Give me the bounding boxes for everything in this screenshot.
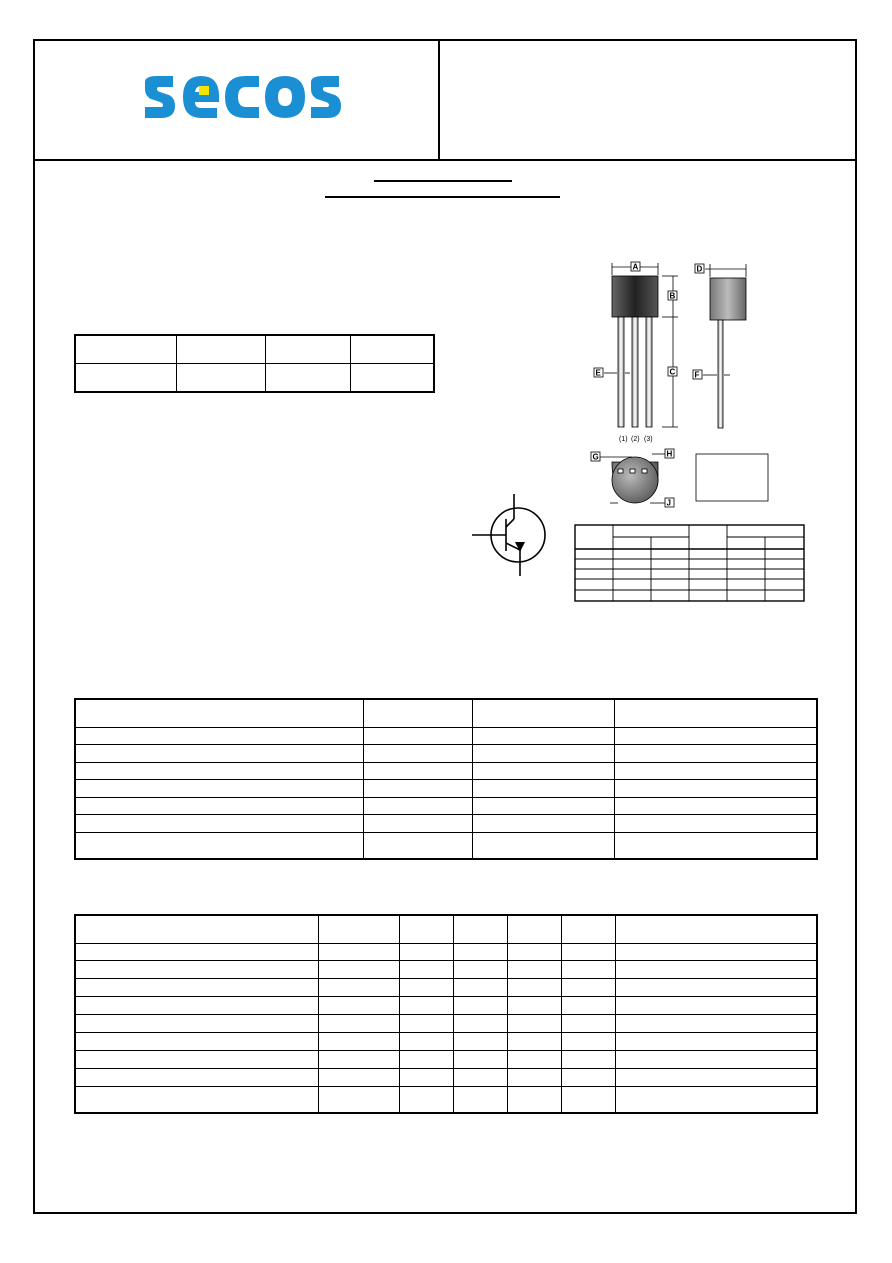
svg-text:F: F <box>694 370 700 380</box>
header-split <box>438 39 440 160</box>
table-cell <box>266 363 351 392</box>
table-row <box>75 943 817 961</box>
table-row <box>75 833 817 859</box>
table-row <box>75 745 817 763</box>
table-cell <box>616 915 818 943</box>
ordering-table <box>74 334 435 393</box>
svg-text:D: D <box>696 264 703 274</box>
table-row <box>75 780 817 798</box>
table-cell <box>615 699 818 727</box>
table-row <box>75 762 817 780</box>
table-row <box>75 1050 817 1068</box>
table-row <box>75 815 817 833</box>
table-cell <box>75 363 177 392</box>
subtitle-underline <box>325 196 560 198</box>
table-cell <box>351 363 435 392</box>
svg-text:E: E <box>595 368 601 378</box>
svg-text:C: C <box>669 367 676 377</box>
table-cell <box>364 699 473 727</box>
table-cell <box>454 915 508 943</box>
table-cell <box>351 335 435 363</box>
table-cell <box>473 699 615 727</box>
secos-logo <box>143 74 343 120</box>
table-cell <box>266 335 351 363</box>
table-row <box>75 961 817 979</box>
table-cell <box>75 915 319 943</box>
emitter-arrow-icon <box>515 542 525 552</box>
table-cell <box>319 915 400 943</box>
pin-label: (2) <box>631 436 640 443</box>
table-cell <box>508 915 562 943</box>
table-row <box>75 997 817 1015</box>
table-cell <box>177 363 266 392</box>
dimensions-table <box>575 525 804 601</box>
table-row <box>75 1068 817 1086</box>
svg-text:G: G <box>592 452 599 462</box>
svg-text:J: J <box>666 498 671 508</box>
table-row <box>75 727 817 745</box>
svg-text:A: A <box>632 262 639 272</box>
table-cell <box>400 915 454 943</box>
table-row <box>75 1032 817 1050</box>
table-row <box>75 797 817 815</box>
max-ratings-table <box>74 698 818 860</box>
title-underline <box>374 180 512 182</box>
pin-label: (3) <box>644 436 653 443</box>
table-row <box>75 1015 817 1033</box>
table-cell <box>562 915 616 943</box>
svg-text:H: H <box>666 449 673 459</box>
table-cell <box>75 699 364 727</box>
svg-text:B: B <box>669 291 676 301</box>
pin-label: (1) <box>619 436 628 443</box>
table-cell <box>75 335 177 363</box>
table-row <box>75 1086 817 1113</box>
pnp-transistor-symbol <box>472 494 552 576</box>
table-cell <box>177 335 266 363</box>
table-row <box>75 979 817 997</box>
header-divider <box>33 159 857 161</box>
package-outline-drawing <box>570 255 810 605</box>
electrical-characteristics-table <box>74 914 818 1114</box>
